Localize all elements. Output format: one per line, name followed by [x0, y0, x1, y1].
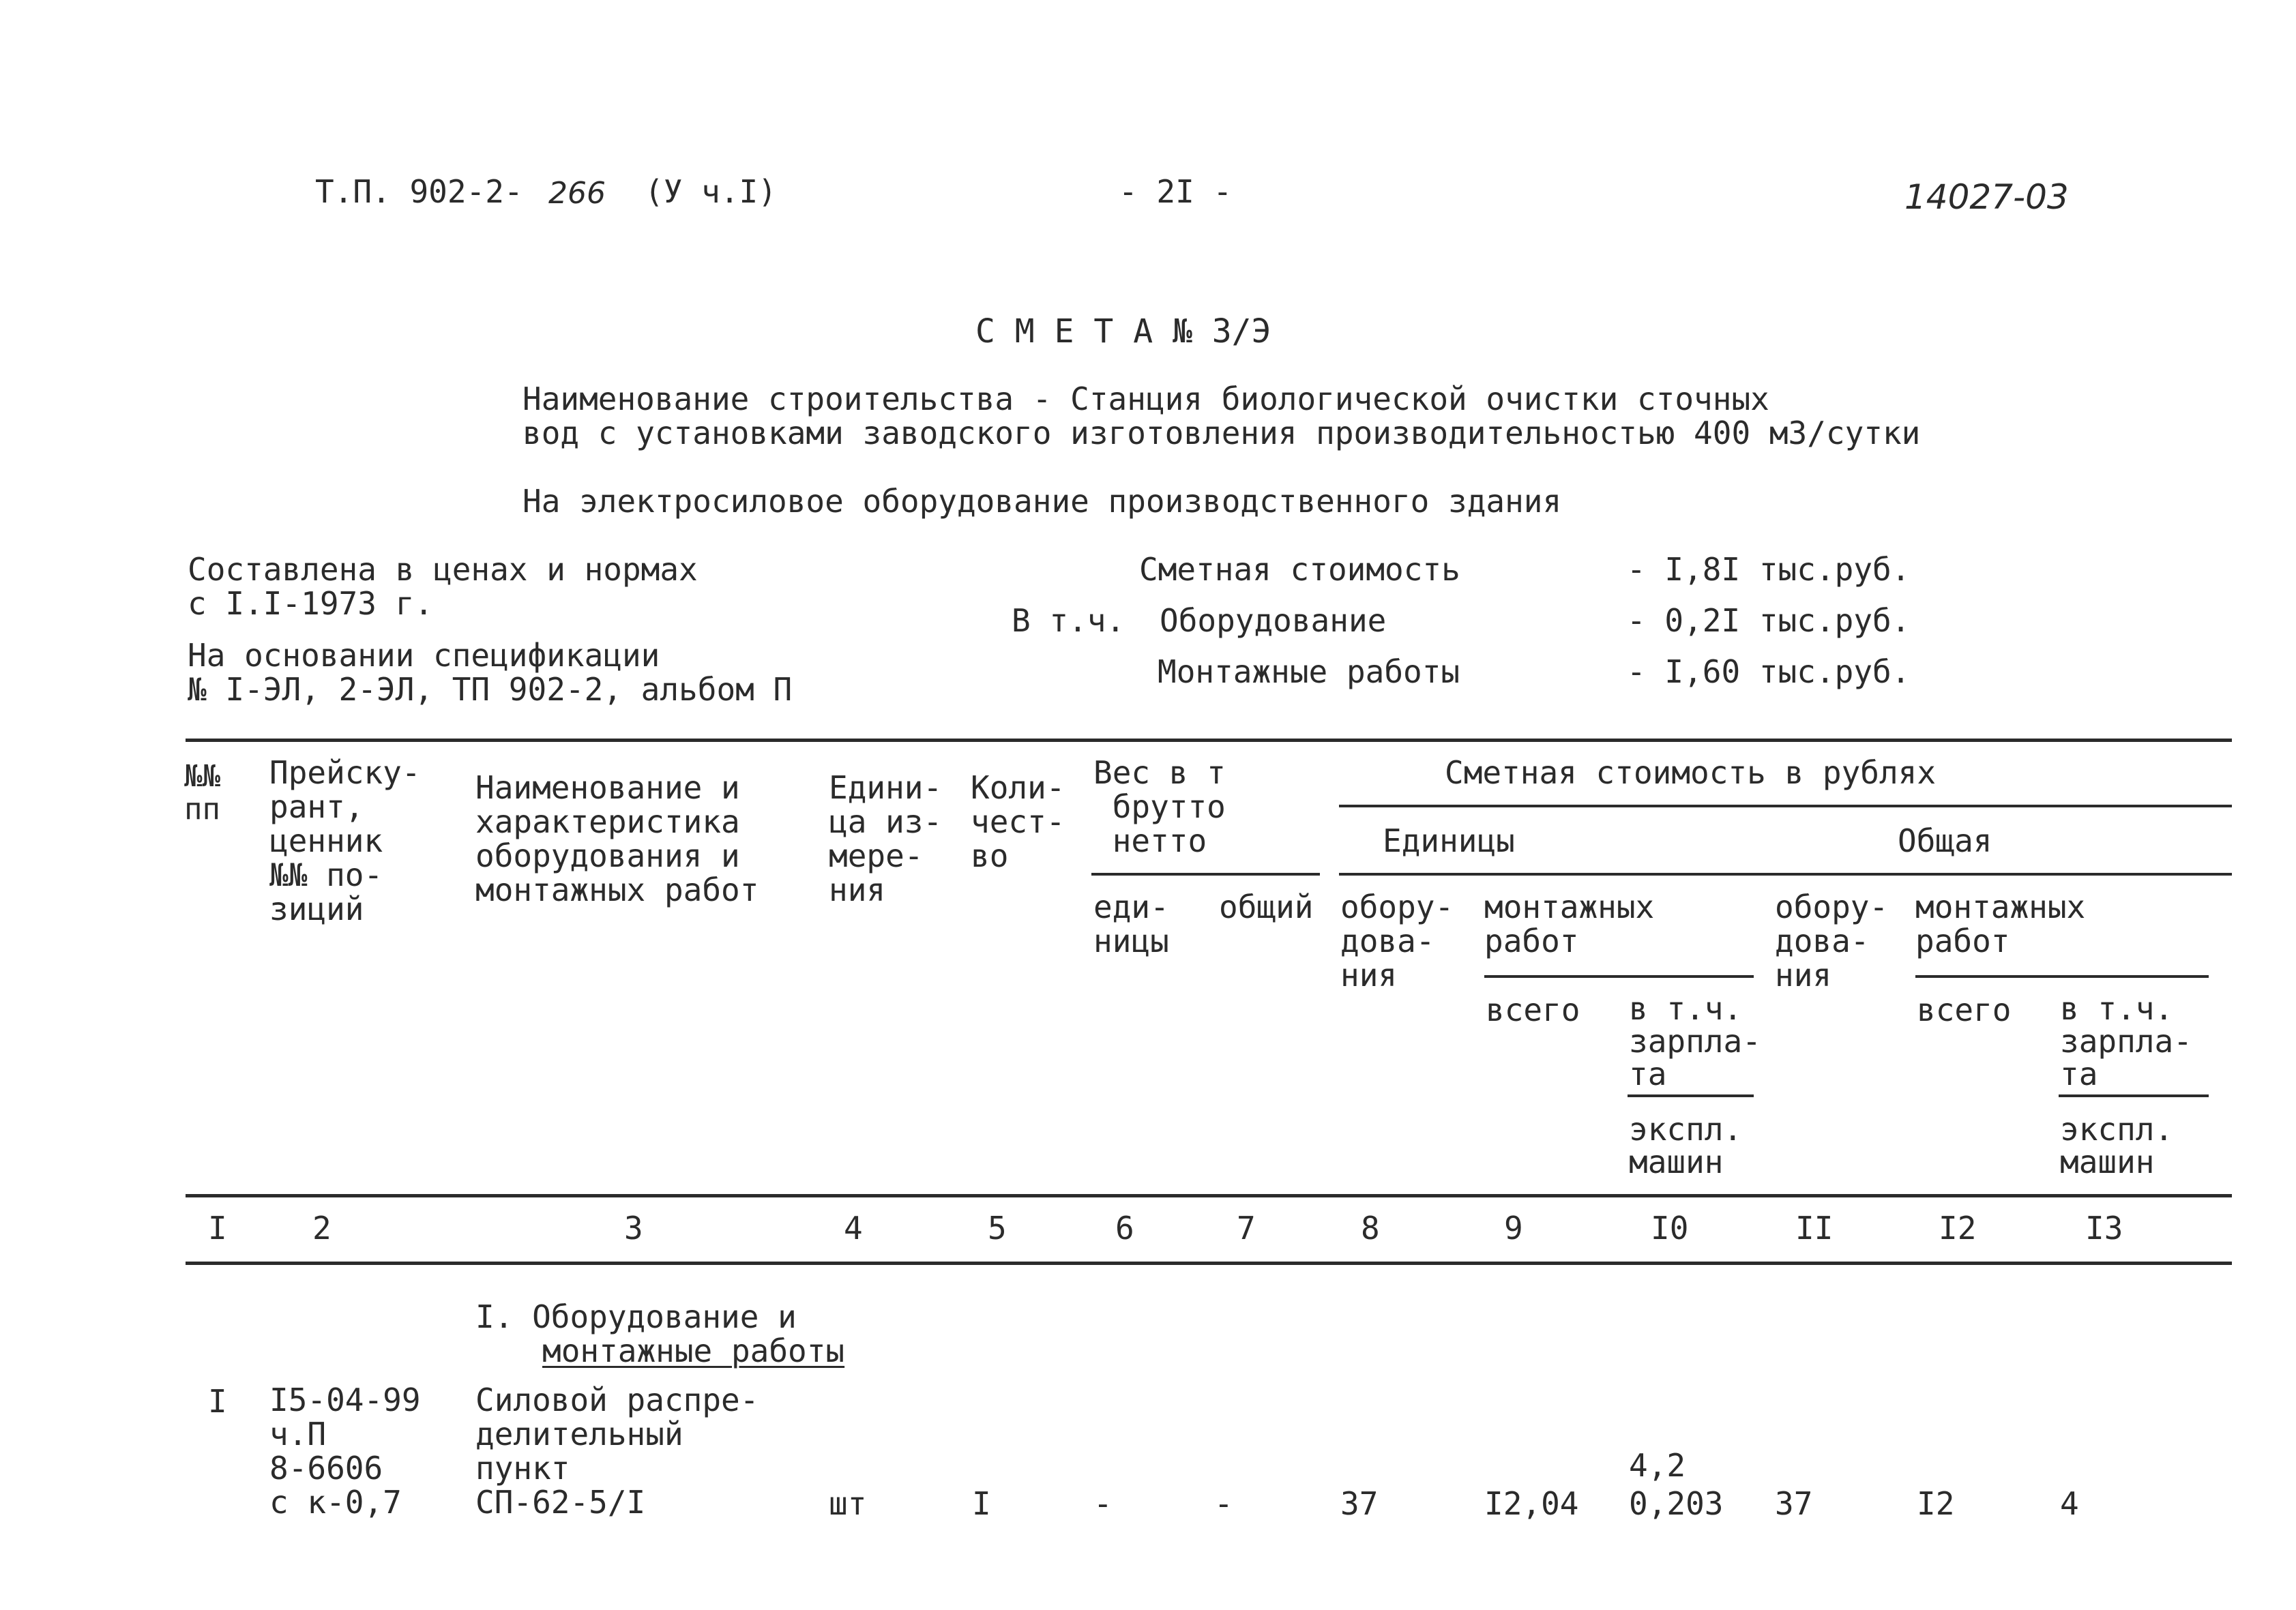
row-weight-unit: - — [1093, 1485, 1113, 1522]
header-bottom-rule — [186, 1194, 2232, 1197]
estimate-subject: На электросиловое оборудование производственного здания — [523, 483, 1562, 520]
installation-cost-label: Монтажные работы — [1158, 653, 1460, 690]
header-name: Наименование и характеристика оборудования и монтажных работ — [475, 769, 759, 908]
header-install-total: монтажных работ — [1915, 889, 2086, 959]
column-number: 6 — [1115, 1210, 1134, 1247]
row-install-unit-all: I2,04 — [1484, 1485, 1579, 1522]
row-unit: шт — [829, 1485, 867, 1522]
column-number: I — [208, 1210, 227, 1247]
row-quantity: I — [972, 1485, 991, 1522]
prices-line2: с I.I-1973 г. — [188, 585, 434, 622]
doc-number-handwritten: 266 — [548, 176, 606, 211]
header-unit: Едини- ца из- мере- ния — [829, 769, 943, 908]
unit-total-rule — [1339, 873, 2232, 876]
column-number: I2 — [1939, 1210, 1977, 1247]
column-numbers-rule — [186, 1262, 2232, 1265]
row-install-total-all: I2 — [1917, 1485, 1955, 1522]
header-install-unit-wage: в т.ч. зарпла- та — [1629, 990, 1761, 1092]
header-equipment-total: обору- дова- ния — [1775, 889, 1889, 994]
header-price-list: Прейску- рант, ценник №№ по- зиций — [269, 754, 421, 927]
row-install-total-wage: 4 — [2060, 1485, 2079, 1522]
row-number: I — [208, 1383, 227, 1420]
equipment-cost-value: - 0,2I тыс.руб. — [1627, 602, 1911, 639]
row-install-unit-wage: 4,2 — [1629, 1447, 1686, 1484]
column-number: 9 — [1504, 1210, 1523, 1247]
column-number: I0 — [1651, 1210, 1689, 1247]
section-title-line1: I. Оборудование и — [475, 1298, 797, 1335]
row-equipment-total-cost: 37 — [1775, 1485, 1813, 1522]
header-install-unit: монтажных работ — [1484, 889, 1655, 959]
header-total-group: Общая — [1898, 822, 1992, 859]
doc-part: (У ч.I) — [645, 173, 777, 210]
header-install-total-wage: в т.ч. зарпла- та — [2060, 990, 2192, 1092]
total-cost-label: Сметная стоимость — [1139, 551, 1460, 588]
install-unit-rule — [1484, 975, 1754, 978]
equipment-cost-label: Оборудование — [1160, 602, 1387, 639]
column-number: 7 — [1237, 1210, 1256, 1247]
header-unit-group: Единицы — [1383, 822, 1515, 859]
construction-name-line1: Наименование строительства - Станция биологической очистки сточных — [523, 381, 1769, 417]
header-install-total-machines: экспл. машин — [2060, 1111, 2174, 1180]
cost-group-rule — [1339, 805, 2232, 807]
header-install-unit-machines: экспл. машин — [1629, 1111, 1743, 1180]
incl-prefix: В т.ч. — [1012, 602, 1125, 639]
row-name: Силовой распре- делительный пункт СП-62-5/I — [475, 1382, 759, 1521]
header-equipment-unit: обору- дова- ния — [1340, 889, 1454, 994]
header-quantity: Коли- чест- во — [971, 769, 1065, 874]
weight-group-rule — [1091, 873, 1320, 876]
header-cost-group: Сметная стоимость в рублях — [1445, 754, 1937, 791]
inventory-number: 14027-03 — [1904, 177, 2069, 217]
total-cost-value: - I,8I тыс.руб. — [1627, 551, 1911, 588]
installation-cost-value: - I,60 тыс.руб. — [1627, 653, 1911, 690]
header-row-number: №№ пп — [184, 759, 220, 826]
doc-code: Т.П. 902-2- — [315, 173, 523, 210]
wage-unit-rule — [1628, 1094, 1754, 1097]
row-weight-total: - — [1214, 1485, 1233, 1522]
header-weight-unit: еди- ницы — [1093, 889, 1169, 959]
section-title-line2: монтажные работы — [542, 1332, 845, 1369]
construction-name-line2: вод с установками заводского изготовления производительностью 400 м3/сутки — [523, 415, 1921, 451]
wage-total-rule — [2059, 1094, 2209, 1097]
row-equipment-unit-cost: 37 — [1340, 1485, 1379, 1522]
basis-line1: На основании спецификации — [188, 637, 660, 674]
row-price-ref: I5-04-99 ч.П 8-6606 с к-0,7 — [269, 1382, 421, 1521]
header-install-total-all: всего — [1917, 992, 2012, 1028]
column-number: II — [1795, 1210, 1834, 1247]
header-weight: Вес в т брутто нетто — [1093, 754, 1226, 859]
column-number: 4 — [844, 1210, 863, 1247]
column-number: 2 — [312, 1210, 332, 1247]
install-total-rule — [1915, 975, 2209, 978]
prices-line1: Составлена в ценах и нормах — [188, 551, 698, 588]
column-number: 3 — [624, 1210, 643, 1247]
estimate-heading: С М Е Т А № 3/Э — [975, 312, 1271, 351]
column-number: I3 — [2085, 1210, 2123, 1247]
row-install-unit-machines: 0,203 — [1629, 1485, 1724, 1522]
column-number: 8 — [1361, 1210, 1380, 1247]
column-number: 5 — [988, 1210, 1007, 1247]
page-number: - 2I - — [1119, 173, 1233, 210]
header-weight-total: общий — [1219, 889, 1314, 925]
header-install-unit-all: всего — [1486, 992, 1580, 1028]
basis-line2: № I-ЭЛ, 2-ЭЛ, ТП 902-2, альбом П — [188, 671, 793, 708]
table-top-rule — [186, 739, 2232, 742]
